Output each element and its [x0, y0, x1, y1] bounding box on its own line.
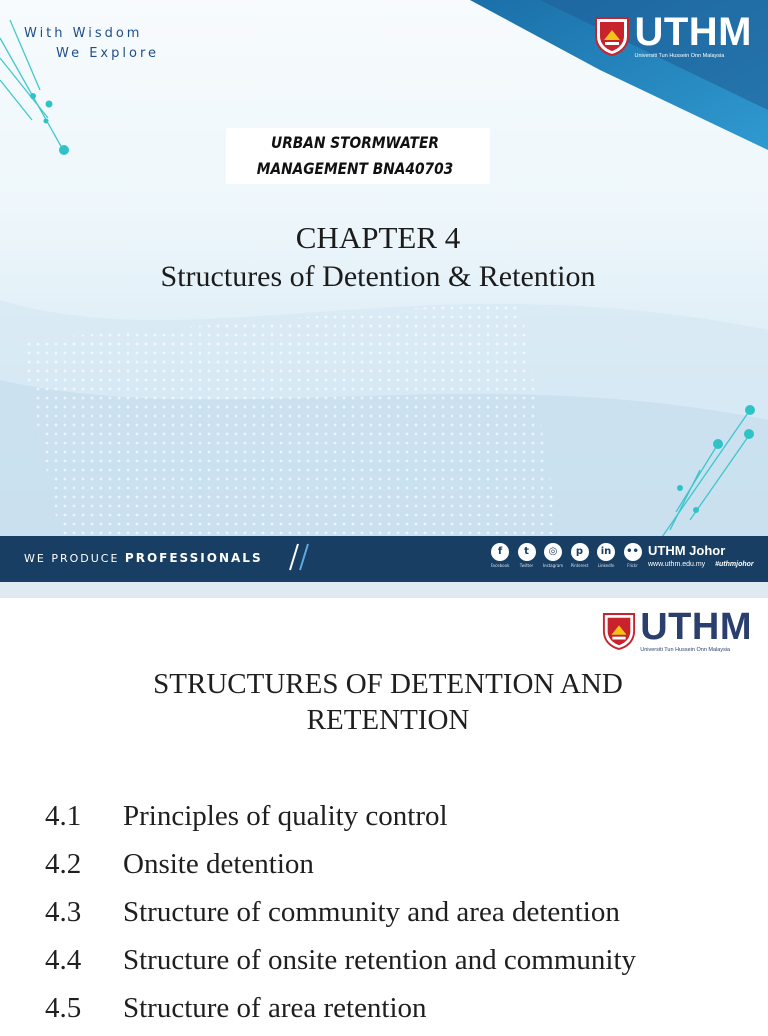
item-text: Onsite detention: [123, 848, 314, 880]
item-text: Structure of area retention: [123, 992, 427, 1024]
uthm-logo: [594, 12, 752, 60]
linkedin-icon: in: [597, 543, 615, 561]
tagline-emphasis: PROFESSIONALS: [124, 551, 263, 565]
item-number: 4.5: [45, 992, 82, 1024]
logo-subtitle: Universiti Tun Hussein Onn Malaysia: [634, 53, 725, 59]
contents-list: [45, 796, 636, 1036]
item-text: Principles of quality control: [123, 800, 448, 832]
social-label: Pinterest: [570, 563, 589, 568]
social-label: Flickr: [627, 563, 638, 568]
facebook-icon: f: [491, 543, 509, 561]
list-item: [45, 892, 636, 940]
list-item: [45, 940, 636, 988]
university-motto: [24, 24, 159, 64]
social-twitter[interactable]: [516, 543, 538, 568]
item-number: 4.1: [45, 800, 82, 832]
list-item: [45, 988, 636, 1036]
slide-title: [0, 666, 768, 738]
slide-title-line-2: RETENTION: [306, 704, 470, 736]
social-pinterest[interactable]: [569, 543, 591, 568]
item-text: Structure of community and area detention: [123, 896, 620, 928]
logo-subtitle: Universiti Tun Hussein Onn Malaysia: [640, 647, 731, 653]
social-links: [489, 543, 648, 568]
social-facebook[interactable]: [489, 543, 511, 568]
list-item: [45, 844, 636, 892]
uthm-crest-icon: [602, 612, 636, 650]
course-title-line-2: MANAGEMENT BNA40703: [256, 159, 454, 178]
social-label: Facebook: [490, 563, 510, 568]
website-link[interactable]: www.uthm.edu.my: [648, 561, 706, 568]
social-linkedin[interactable]: [595, 543, 617, 568]
org-contact: [648, 544, 754, 568]
org-name: UTHM Johor: [648, 543, 726, 558]
motto-line-1: With Wisdom: [24, 26, 143, 41]
logo-name: UTHM: [640, 606, 752, 648]
chapter-heading: CHAPTER 4: [295, 220, 461, 255]
instagram-icon: ◎: [544, 543, 562, 561]
course-title: [226, 130, 484, 182]
chapter-subtitle: Structures of Detention & Retention: [160, 260, 596, 293]
motto-line-2: We Explore: [56, 46, 160, 61]
social-label: LinkedIn: [597, 563, 615, 568]
hashtag: #uthmjohor: [715, 561, 754, 568]
social-label: Twitter: [519, 563, 534, 568]
slide-title-line-1: STRUCTURES OF DETENTION AND: [153, 668, 623, 700]
slash-divider-icon: [286, 540, 312, 574]
tagline: [24, 551, 263, 565]
pinterest-icon: p: [571, 543, 589, 561]
social-label: Instagram: [542, 563, 564, 568]
social-instagram[interactable]: [542, 543, 564, 568]
course-title-line-1: URBAN STORMWATER: [271, 133, 439, 152]
logo-name: UTHM: [634, 10, 752, 54]
flickr-icon: ••: [624, 543, 642, 561]
uthm-crest-icon: [594, 16, 630, 56]
list-item: [45, 796, 636, 844]
item-number: 4.4: [45, 944, 82, 976]
social-flickr[interactable]: [622, 543, 644, 568]
item-number: 4.3: [45, 896, 82, 928]
tagline-prefix: WE PRODUCE: [24, 552, 120, 565]
footer-banner-strip: [0, 582, 768, 598]
twitter-icon: t: [518, 543, 536, 561]
uthm-logo: [602, 608, 752, 654]
item-number: 4.2: [45, 848, 82, 880]
item-text: Structure of onsite retention and community: [123, 944, 637, 976]
